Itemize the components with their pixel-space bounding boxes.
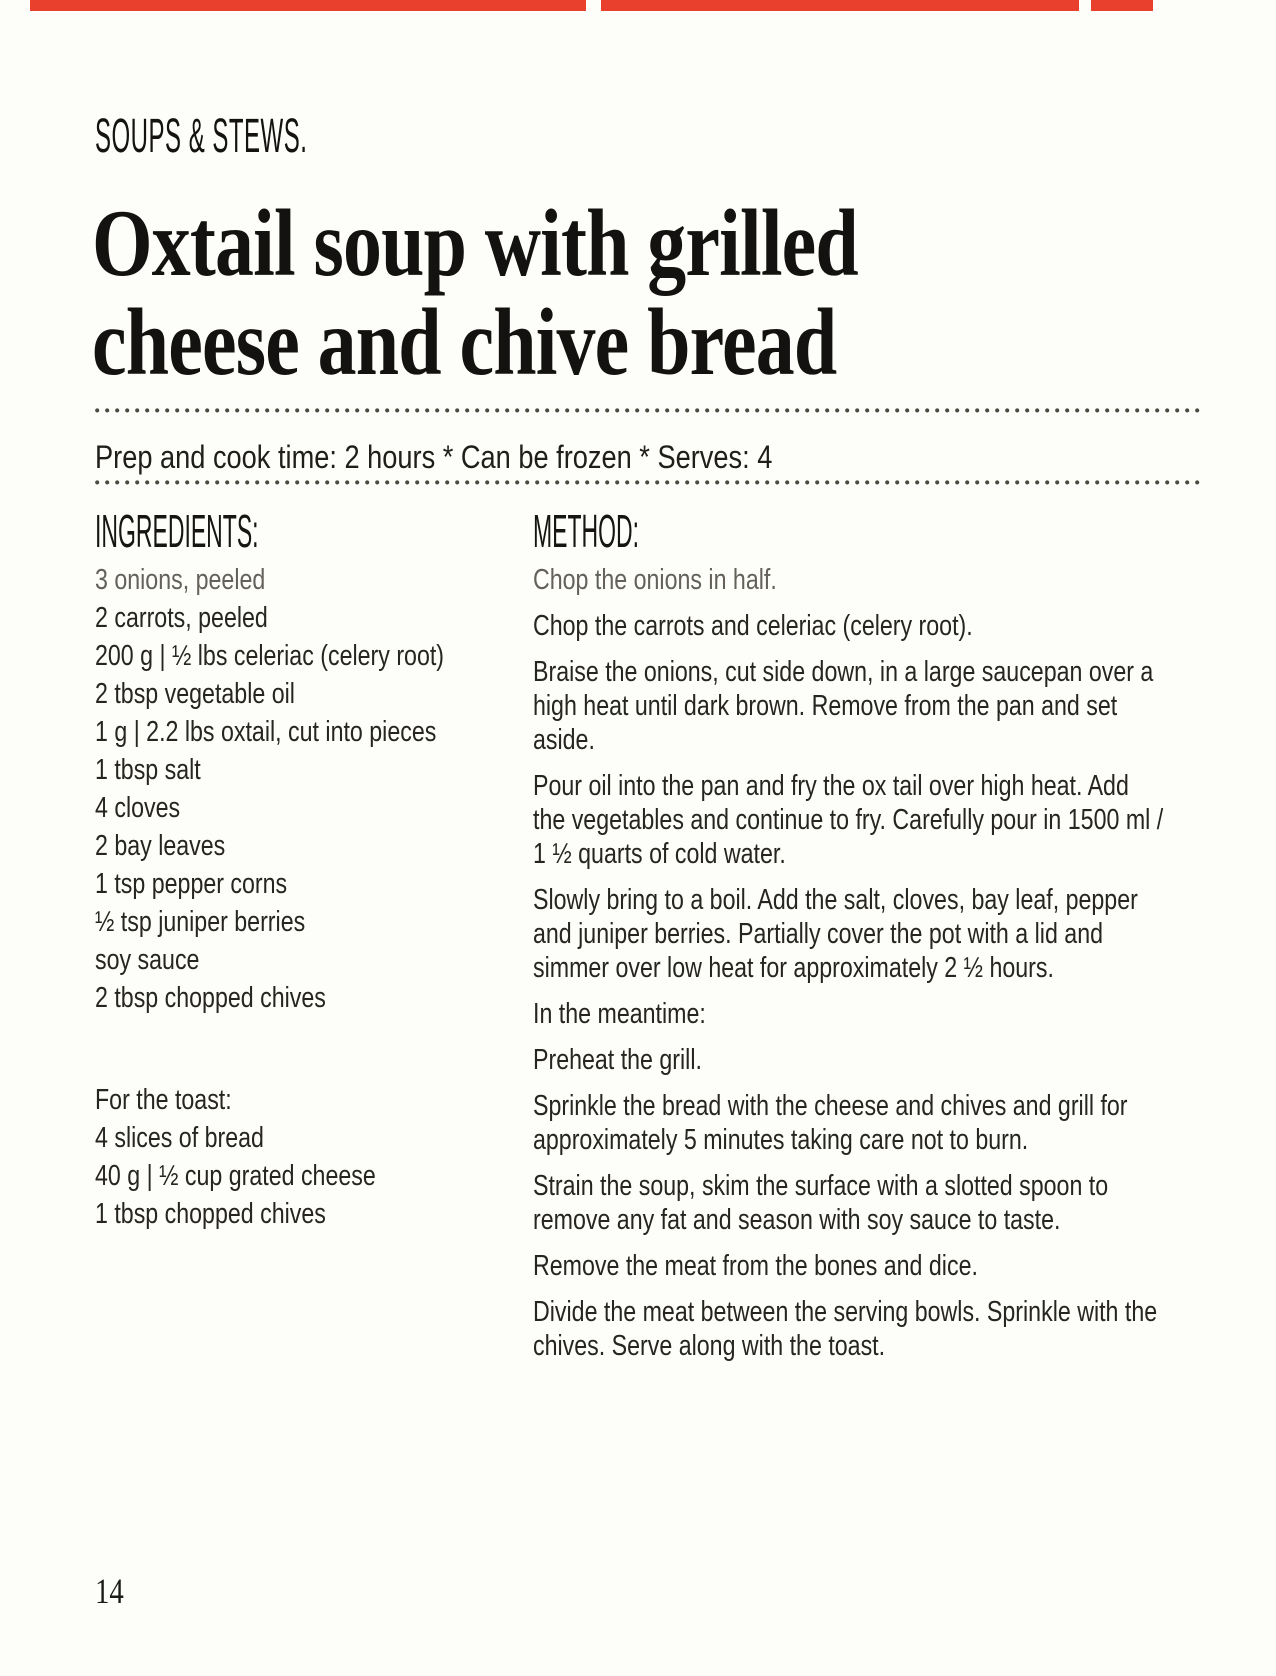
- scan-edge-bar-segment: [1091, 0, 1153, 11]
- ingredient-item: 2 tbsp chopped chives: [95, 982, 326, 1014]
- scan-edge-bar-segment: [601, 0, 1079, 11]
- ingredient-item: 2 tbsp vegetable oil: [95, 678, 295, 710]
- recipe-title-line1: Oxtail soup with grilled: [92, 190, 858, 296]
- toast-subheading: For the toast:: [95, 1084, 232, 1116]
- method-step: Preheat the grill.: [533, 1044, 702, 1076]
- ingredient-item: 4 slices of bread: [95, 1122, 264, 1154]
- method-step: Strain the soup, skim the surface with a slotted spoon to remove any fat and season with soy sauce to taste.: [533, 1170, 1109, 1236]
- recipe-meta-band: [95, 408, 1200, 485]
- ingredient-item: 1 tsp pepper corns: [95, 868, 288, 900]
- method-step: Chop the carrots and celeriac (celery root).: [533, 610, 973, 642]
- dotted-rule-bottom: [95, 480, 1200, 485]
- method-column: [533, 503, 1183, 1375]
- section-label: [95, 110, 520, 163]
- ingredients-heading: INGREDIENTS:: [95, 505, 259, 557]
- ingredient-item: 1 tbsp chopped chives: [95, 1198, 326, 1230]
- dotted-rule-top: [95, 408, 1200, 413]
- method-step: Divide the meat between the serving bowls. Sprinkle with the chives. Serve along with the toast.: [533, 1296, 1158, 1362]
- ingredients-column: [95, 503, 575, 1233]
- ingredient-item: soy sauce: [95, 944, 200, 976]
- method-steps: [533, 563, 1165, 1363]
- method-step: Sprinkle the bread with the cheese and chives and grill for approximately 5 minutes taking care not to burn.: [533, 1090, 1128, 1156]
- toast-ingredients-list: [95, 1119, 575, 1233]
- ingredient-item: 2 bay leaves: [95, 830, 226, 862]
- ingredient-item: 4 cloves: [95, 792, 181, 824]
- method-heading: METHOD:: [533, 505, 640, 557]
- method-step: Pour oil into the pan and fry the ox tail over high heat. Add the vegetables and continue to fry. Carefully pour in 1500 ml / 1 ½ quarts of cold water.: [533, 770, 1164, 870]
- method-step: Braise the onions, cut side down, in a large saucepan over a high heat until dark brown. Remove from the pan and set aside.: [533, 656, 1154, 756]
- method-step: Slowly bring to a boil. Add the salt, cloves, bay leaf, pepper and juniper berries. Partially cover the pot with a lid and simmer over low heat for approximately 2 ½ hours.: [533, 884, 1138, 984]
- recipe-title: [92, 190, 1276, 395]
- page-number: 14: [95, 1571, 124, 1611]
- ingredient-item: ½ tsp juniper berries: [95, 906, 306, 938]
- ingredient-item: 40 g | ½ cup grated cheese: [95, 1160, 376, 1192]
- ingredient-item: 200 g | ½ lbs celeriac (celery root): [95, 640, 445, 672]
- ingredient-item: 2 carrots, peeled: [95, 602, 268, 634]
- meta-line: Prep and cook time: 2 hours * Can be frozen * Serves: 4: [95, 439, 773, 475]
- method-step: Remove the meat from the bones and dice.: [533, 1250, 978, 1282]
- method-step: In the meantime:: [533, 998, 706, 1030]
- ingredient-item: 1 tbsp salt: [95, 754, 201, 786]
- section-label-text: SOUPS & STEWS.: [95, 110, 308, 163]
- ingredient-item: 1 g | 2.2 lbs oxtail, cut into pieces: [95, 716, 437, 748]
- scan-edge-bar: [0, 0, 1276, 12]
- scan-edge-bar-segment: [30, 0, 586, 11]
- ingredients-list: [95, 561, 575, 1017]
- method-step: Chop the onions in half.: [533, 564, 777, 596]
- ingredient-item: 3 onions, peeled: [95, 564, 266, 596]
- recipe-title-line2: cheese and chive bread: [92, 288, 837, 395]
